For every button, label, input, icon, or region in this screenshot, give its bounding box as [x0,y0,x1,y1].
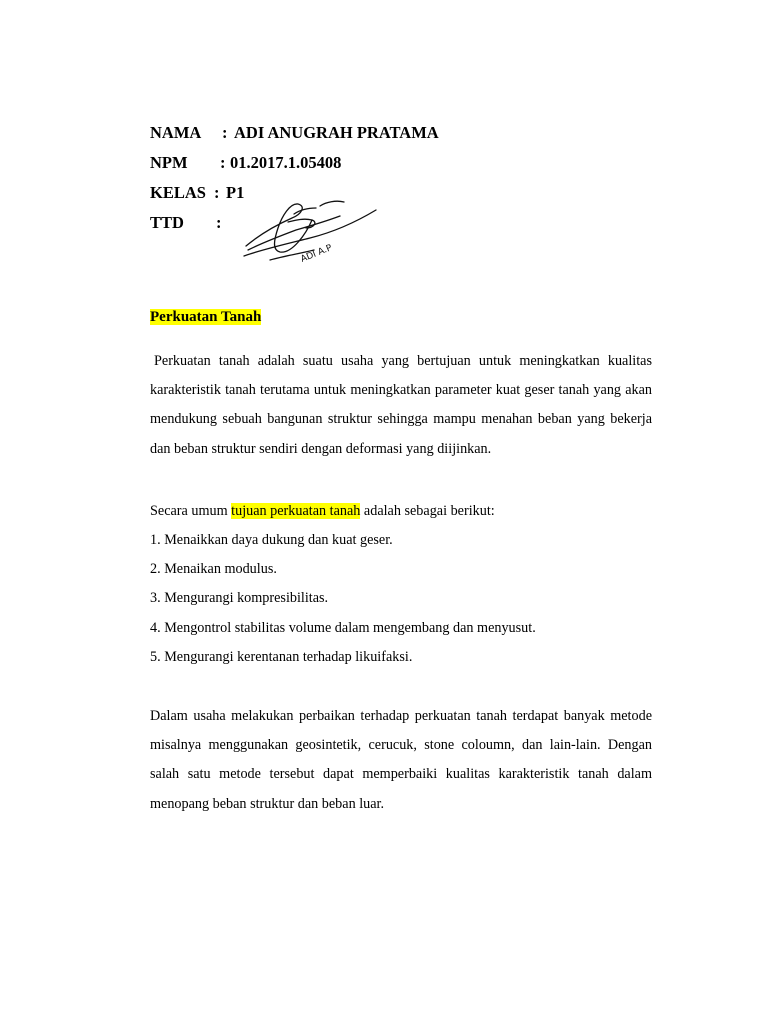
ttd-colon: : [216,213,222,232]
kelas-colon: : [214,183,220,202]
paragraph-methods: Dalam usaha melakukan perbaikan terhadap perkuatan tanah terdapat banyak metode misalnya menggunakan geosintetik, cerucuk, stone coloumn, dan lain-lain. Dengan salah satu metode tersebut dapat memperbaiki kualitas karakteristik tanah dalam menopang beban struktur dan beban luar. [150,708,652,812]
list-item: 5. Mengurangi kerentanan terhadap likuifaksi. [150,648,413,665]
nama-colon: : [222,123,228,142]
purpose-intro-highlight: tujuan perkuatan tanah [231,503,361,519]
nama-value: ADI ANUGRAH PRATAMA [234,123,439,142]
kelas-label: KELAS [150,183,206,202]
purpose-intro-after: adalah sebagai berikut: [360,503,495,519]
nama-row [150,118,610,148]
section-title [150,306,261,328]
list-item: 2. Menaikan modulus. [150,561,277,578]
kelas-row [150,178,610,208]
signature-text: ADI A.P [299,243,334,265]
nama-label: NAMA [150,123,202,142]
npm-row [150,148,610,178]
list-item: 3. Mengurangi kompresibilitas. [150,590,329,607]
identity-header [150,118,610,238]
purpose-intro [150,497,495,526]
purpose-list [150,526,536,672]
list-item: 4. Mengontrol stabilitas volume dalam mengembang dan menyusut. [150,619,536,636]
ttd-label: TTD [150,213,184,232]
npm-label: NPM [150,153,188,172]
list-item: 1. Menaikkan daya dukung dan kuat geser. [150,532,393,548]
kelas-value: P1 [226,183,245,202]
paragraph-definition: Perkuatan tanah adalah suatu usaha yang bertujuan untuk meningkatkan kualitas karakteristik tanah terutama untuk meningkatkan parameter kuat geser tanah yang akan mendukung sebuah bangunan struktur sehingga mampu menahan beban yang bekerja dan beban struktur sendiri dengan deformasi yang diijinkan. [150,353,652,457]
section-title-text: Perkuatan Tanah [150,309,262,325]
purpose-intro-before: Secara umum [150,503,232,519]
npm-value: 01.2017.1.05408 [230,153,342,172]
npm-colon: : [220,153,226,172]
signature-image [240,196,380,276]
ttd-row [150,208,610,238]
